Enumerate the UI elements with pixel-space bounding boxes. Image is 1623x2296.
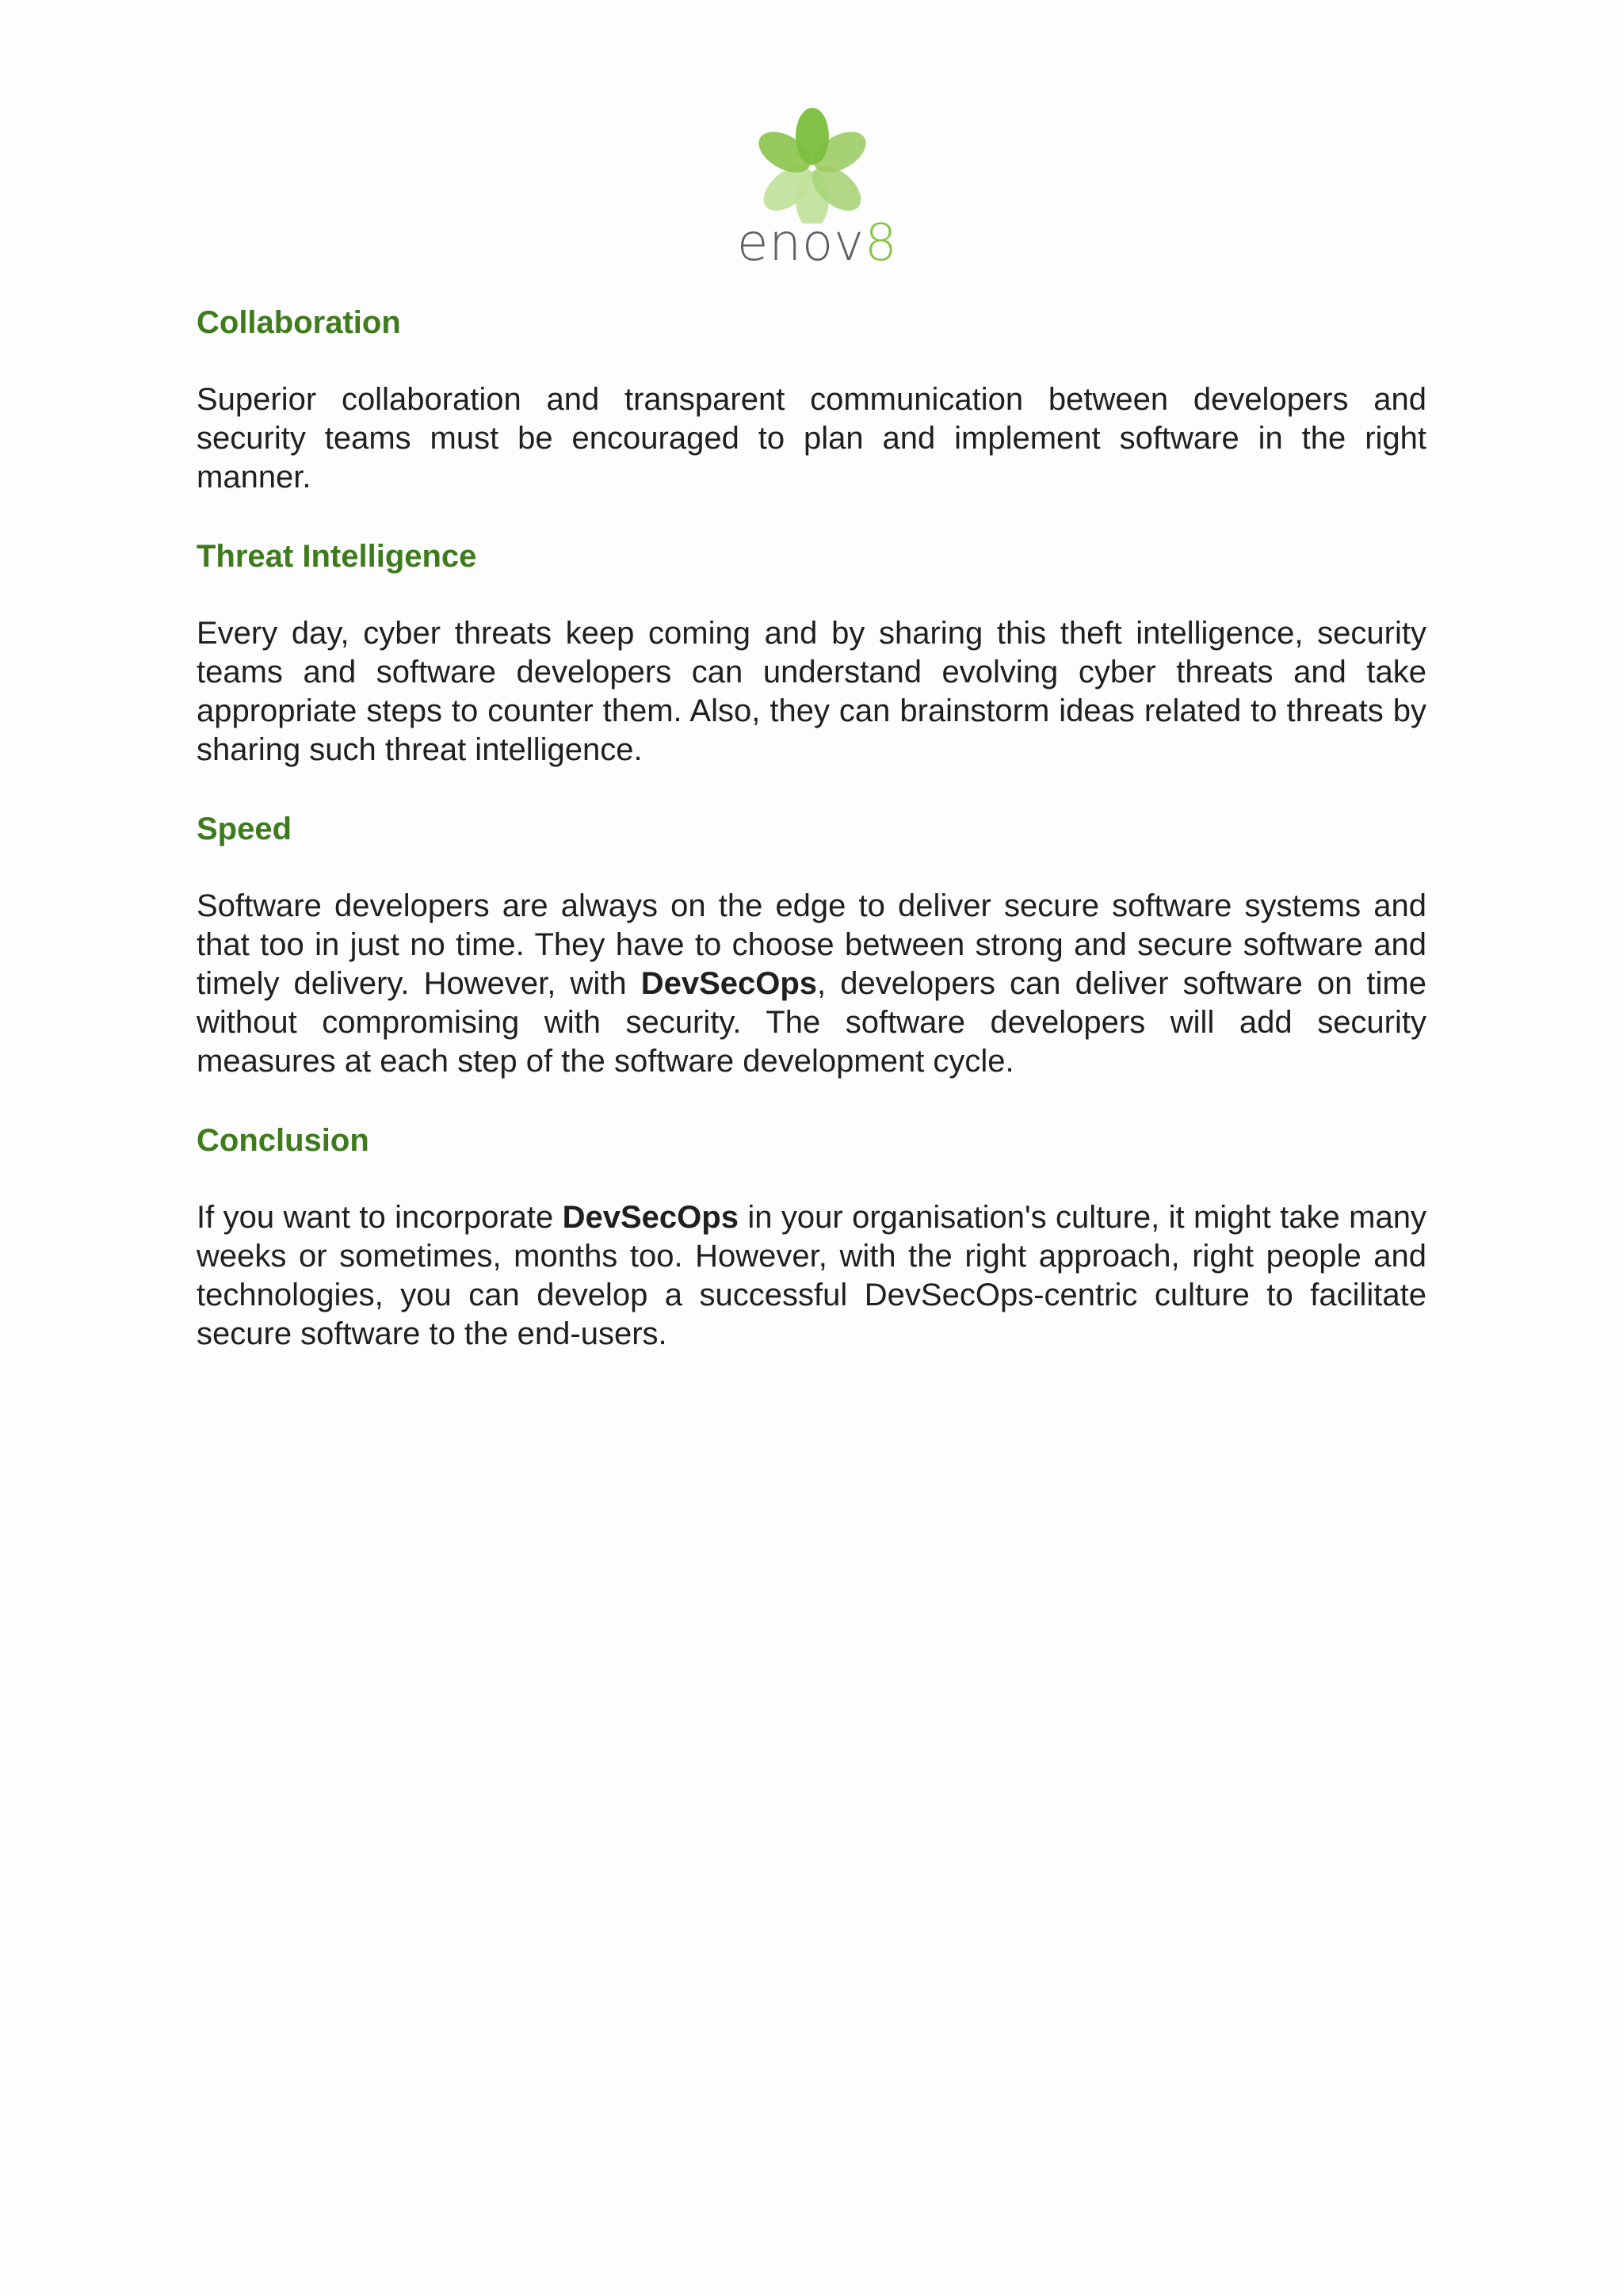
enov8-logo [737, 105, 898, 273]
section-heading-threat-intelligence: Threat Intelligence [197, 539, 477, 574]
document-body [197, 303, 1426, 1354]
section-paragraph-threat-intelligence: Every day, cyber threats keep coming and by sharing this theft intelligence, security teams and software developers can understand evolving cyber threats and take appropriate steps to counter them. Also, they can brainstorm ideas related to threats by sharing such threat intelligence. [197, 616, 1426, 767]
bold-term: DevSecOps [562, 1200, 739, 1235]
section-heading-speed: Speed [197, 812, 292, 846]
section-heading-collaboration: Collaboration [197, 305, 401, 340]
section-heading-conclusion: Conclusion [197, 1123, 369, 1158]
logo-wordmark: enov8 [737, 214, 898, 273]
flower-icon [737, 105, 888, 223]
bold-term: DevSecOps [640, 966, 818, 1001]
section-paragraph-collaboration: Superior collaboration and transparent communication between developers and security teams must be encouraged to plan and implement software in the right manner. [197, 382, 1426, 495]
section-paragraph-speed: Software developers are always on the edge to deliver secure software systems and that too in just no time. They have to choose between strong and secure software and timely delivery. However, with DevSecOps, developers can deliver software on time without compromising with security. The software developers will add security measures at each step of the software development cycle. [197, 888, 1426, 1079]
section-paragraph-conclusion: If you want to incorporate DevSecOps in your organisation's culture, it might take many weeks or sometimes, months too. However, with the right approach, right people and technologies, you can develop a successful DevSecOps-centric culture to facilitate secure software to the end-users. [197, 1200, 1426, 1351]
